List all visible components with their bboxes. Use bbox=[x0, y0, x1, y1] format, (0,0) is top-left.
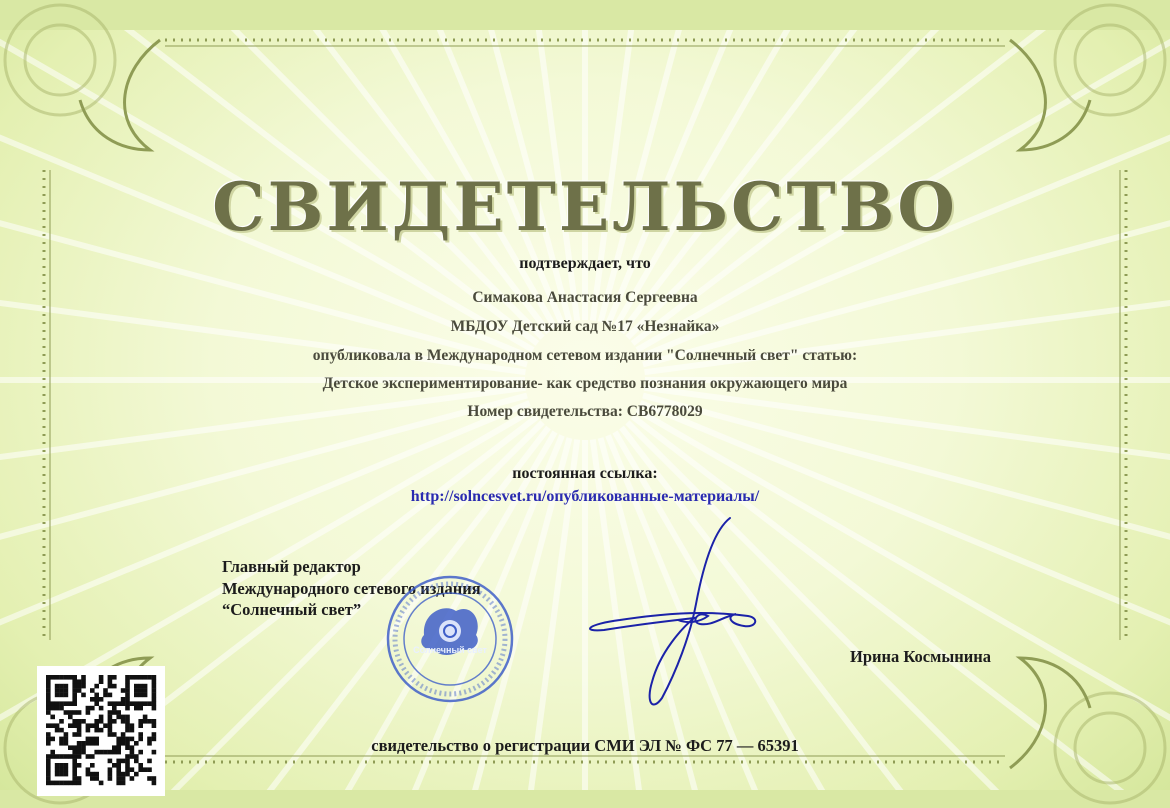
person-name: Симакова Анастасия Сергеевна bbox=[472, 289, 698, 306]
stamp-seal bbox=[384, 573, 516, 705]
editor-line-2: Международного сетевого издания bbox=[222, 578, 481, 598]
organization-name: МБДОУ Детский сад №17 «Незнайка» bbox=[450, 318, 720, 335]
published-text: опубликовала в Международном сетевом издании "Солнечный свет" статью: bbox=[312, 347, 858, 364]
article-title: Детское экспериментирование- как средство познания окружающего мира bbox=[322, 375, 848, 392]
registration-text: свидетельство о регистрации СМИ ЭЛ № ФС 77 — 65391 bbox=[371, 736, 799, 755]
link-label: постоянная ссылка: bbox=[512, 465, 658, 482]
confirms-text: подтверждает, что bbox=[519, 255, 651, 272]
editor-line-1: Главный редактор bbox=[222, 557, 361, 576]
signature bbox=[580, 512, 780, 712]
certificate-title: СВИДЕТЕЛЬСТВО bbox=[212, 168, 958, 246]
stamp-text: Солнечный свет bbox=[413, 645, 487, 655]
editor-line-3: “Солнечный свет” bbox=[222, 600, 362, 619]
certificate-number: Номер свидетельства: СВ6778029 bbox=[467, 403, 703, 420]
permanent-link[interactable]: http://solncesvet.ru/опубликованные-материалы/ bbox=[410, 488, 760, 505]
qr-code-icon[interactable] bbox=[37, 666, 165, 796]
signer-name: Ирина Космынина bbox=[850, 647, 992, 666]
